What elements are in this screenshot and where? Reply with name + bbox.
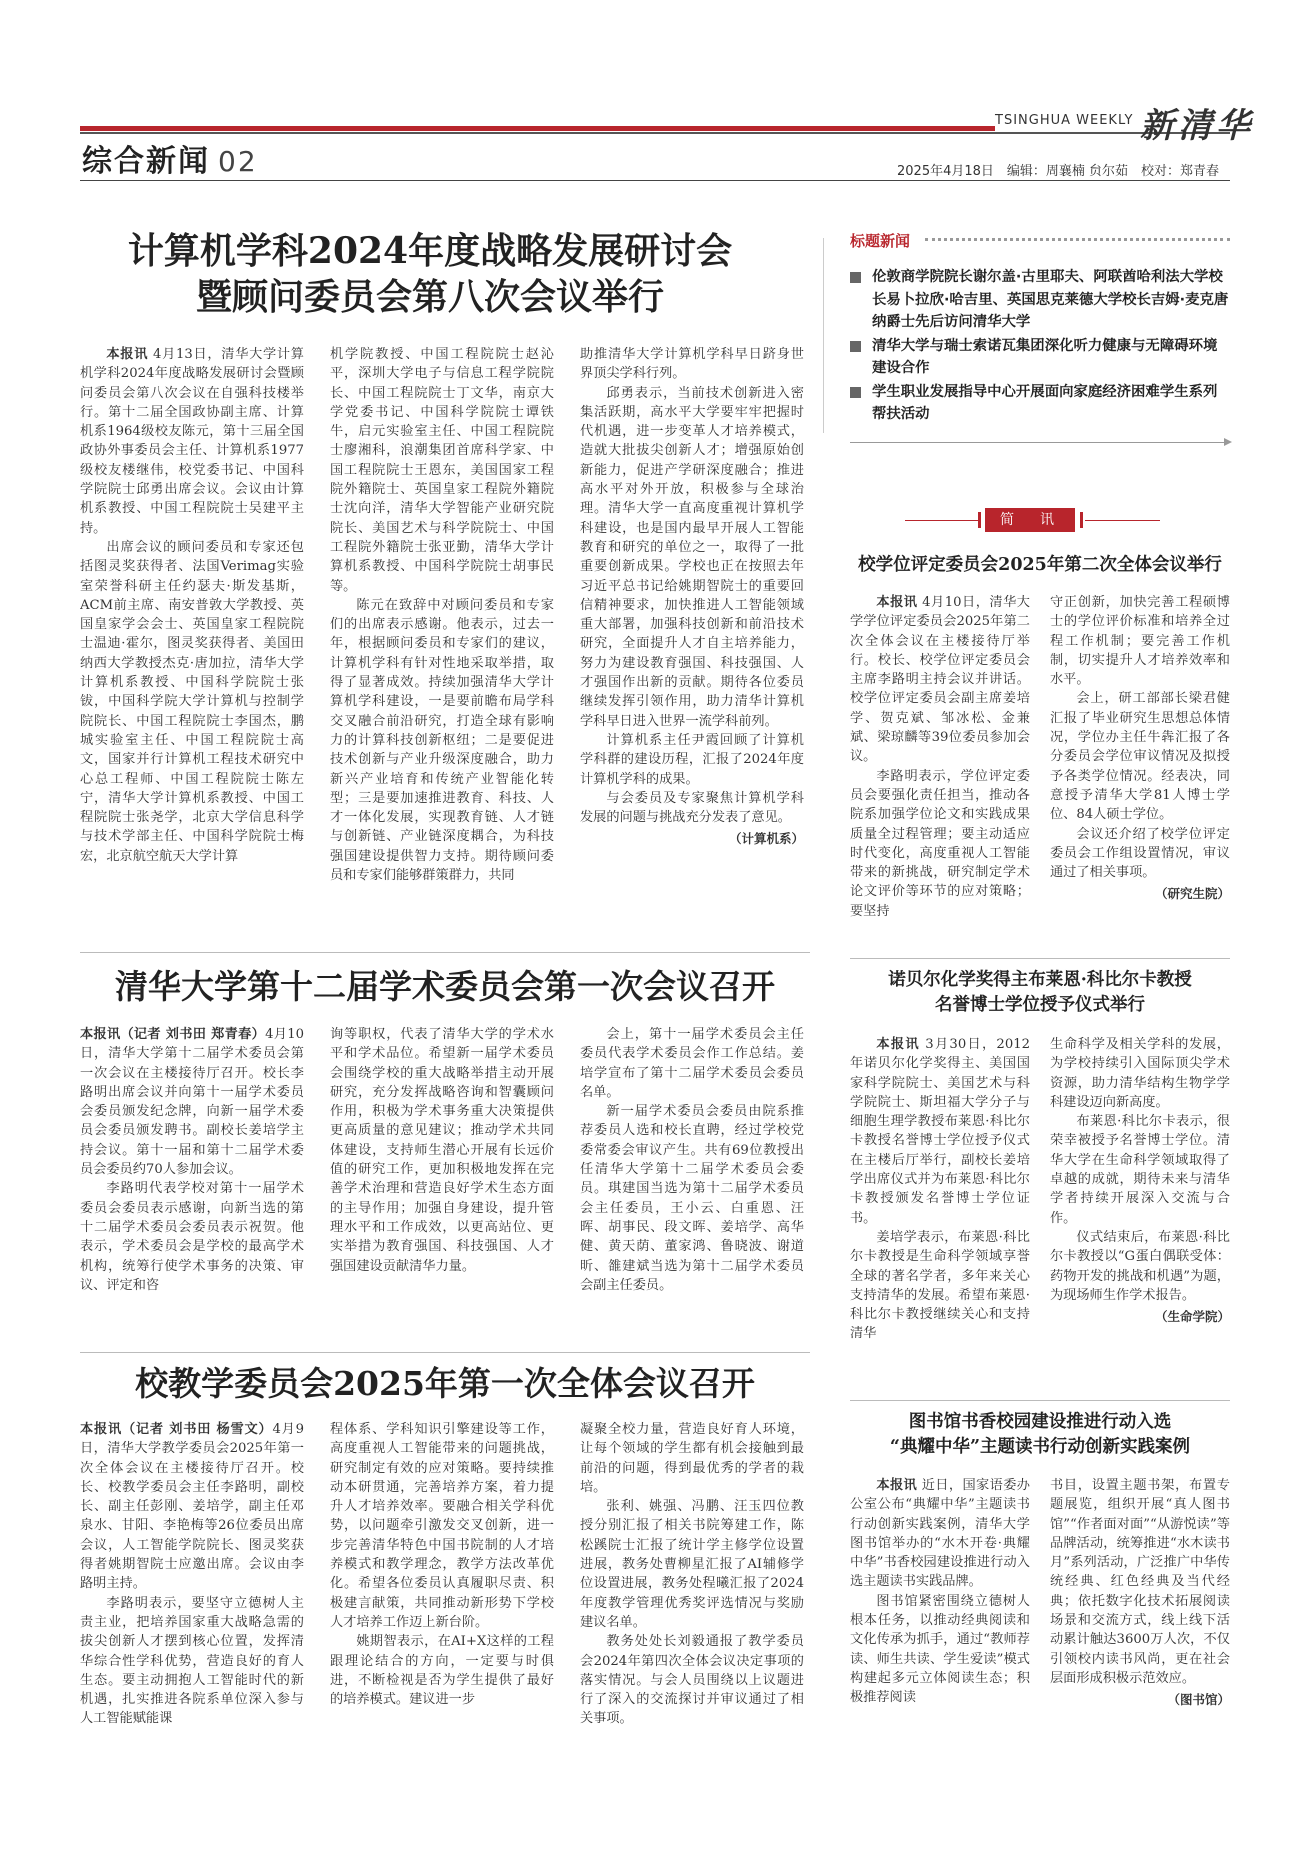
brief3-column-2: [1050, 1476, 1230, 1776]
masthead-logo: 新清华: [1140, 106, 1254, 146]
headline-news-arrow-rule: [850, 442, 1230, 443]
brief2-paragraph: 3月30日，2012年诺贝尔化学奖得主、美国国家科学院院士、美国艺术与科学院院士、斯坦福大学分子与细胞生理学教授布莱恩·科比尔卡教授名誉博士学位授予仪式在主楼后厅举行，副校长姜培学出席仪式并为布莱恩·科比尔卡教授颁发名誉博士学位证书。: [850, 1037, 1030, 1226]
brief3-column-1: [850, 1476, 1030, 1776]
brief1-column-2: [1050, 593, 1230, 951]
article3-headline: 校教学委员会2025年第一次全体会议召开: [135, 1364, 755, 1403]
brief2-paragraph: 布莱恩·科比尔卡表示，很荣幸被授予名誉博士学位。清华大学在生命科学领域取得了卓越的成就，期待未来与清华学者持续开展深入交流与合作。: [1050, 1114, 1230, 1226]
article1-byline: （计算机系）: [728, 831, 804, 847]
article2-column-1: [80, 1025, 304, 1345]
briefs-tick-right: [1080, 512, 1083, 528]
article1-paragraph: 与会委员及专家聚焦计算机学科发展的问题与挑战充分发表了意见。: [580, 790, 804, 826]
article3-paragraph: 凝聚全校力量，营造良好育人环境，让每个领域的学生都有机会接触到最前沿的问题，得到最优秀的学者的栽培。: [580, 1422, 804, 1495]
article1-paragraph: 出席会议的顾问委员和专家还包括图灵奖获得者、法国Verimag实验室荣誉科研主任约瑟夫·斯发基斯，ACM前主席、南安普敦大学教授、英国皇家学会会士、英国皇家工程院院士温迪·霍尔，图灵奖获得者、美国田纳西大学教授杰克·唐加拉，清华大学计算机系教授、中国科学院院士张钹，中国科学院大学计算机与控制学院院长、中国工程院院士李国杰，鹏城实验室主任、中国工程院院士高文，国家并行计算机工程技术研究中心总工程师、中国工程院院士陈左宁，清华大学计算机系教授、中国工程院院士张尧学，北京大学信息科学与技术学部主任、中国科学院院士梅宏，北京航空航天大学计算: [80, 539, 304, 864]
date-editor-line: 2025年4月18日 编辑：周襄楠 贠尔茹 校对：郑青春: [897, 164, 1220, 179]
article2-paragraph: 询等职权，代表了清华大学的学术水平和学术品位。希望新一届学术委员会围绕学校的重大战略举措主动开展研究，充分发挥战略咨询和智囊顾问作用，积极为学术事务重大决策提供更高质量的意见建议；推动学术共同体建设，支持师生潜心开展有长远价值的研究工作，更加积极地发挥在完善学术治理和营造良好学术生态方面的主导作用；加强自身建设，提升管理水平和工作成效，以更高站位、更实举措为教育强国、科技强国、人才强国建设贡献清华力量。: [330, 1027, 554, 1274]
brief3-lead: 本报讯: [876, 1478, 918, 1493]
separator: [80, 1352, 810, 1353]
brief3-headline: [850, 1410, 1230, 1460]
article1-paragraph: 计算机系主任尹霞回顾了计算机学科群的建设历程，汇报了2024年度计算机学科的成果。: [580, 732, 804, 787]
square-bullet-icon: [850, 387, 861, 398]
article1-headline-line2: 暨顾问委员会第八次会议举行: [195, 276, 664, 318]
brief2-paragraph: 生命科学及相关学科的发展，为学校持续引入国际顶尖学术资源，助力清华结构生物学学科建设迈向新高度。: [1050, 1037, 1230, 1110]
article2-paragraph: 新一届学术委员会委员由院系推荐委员人选和校长直聘，经过学校党委常委会审议产生。共有69位教授出任清华大学第十二届学术委员会委员。琪建国当选为第十二届学术委员会主任委员，王小云、白重恩、汪晖、胡事民、段文晖、姜培学、高华健、黄天荫、董家鸿、鲁晓波、谢道昕、雒建斌当选为第十二届学术委员会副主任委员。: [580, 1104, 804, 1293]
brief2-headline-line1: 诺贝尔化学奖得主布莱恩·科比尔卡教授: [888, 970, 1192, 990]
square-bullet-icon: [850, 272, 861, 283]
article3-reporter: （记者 刘书田 杨雪文）: [121, 1422, 273, 1437]
article3-paragraph: 李路明表示，要坚守立德树人主责主业，把培养国家重大战略急需的拔尖创新人才摆到核心位置，发挥清华综合性学科优势，营造良好的育人生态。要主动拥抱人工智能时代的新机遇，扎实推进各院系单位深入参与人工智能赋能课: [80, 1595, 304, 1727]
briefs-label: 简 讯: [985, 508, 1075, 532]
brief1-paragraph: 会上，研工部部长梁君健汇报了毕业研究生思想总体情况，学位办主任牛犇汇报了各分委员会学位审议情况及拟授予各类学位情况。经表决，同意授予清华大学81人博士学位、84人硕士学位。: [1050, 691, 1230, 823]
brief3-byline: （图书馆）: [1167, 1692, 1230, 1708]
article3-column-1: [80, 1420, 304, 1750]
article3-column-2: [330, 1420, 554, 1750]
headline-news-text: 伦敦商学院院长谢尔盖·古里耶夫、阿联酋哈利法大学校长易卜拉欣·哈吉里、英国思克莱德大学校长吉姆·麦克唐纳爵士先后访问清华大学: [872, 269, 1229, 330]
article2-paragraph: 4月10日，清华大学第十二届学术委员会第一次会议在主楼接待厅召开。校长李路明出席会议并向第十一届学术委员会委员颁发纪念牌，向新一届学术委员会委员颁发聘书。副校长姜培学主持会议。第十一届和第十二届学术委员会委员约70人参加会议。: [80, 1027, 304, 1178]
brief2-column-2: [1050, 1035, 1230, 1410]
brief3-paragraph: 近日，国家语委办公室公布“典耀中华”主题读书行动创新实践案例，清华大学图书馆举办的“水木开卷·典耀中华”书香校园建设推进行动入选主题读书实践品牌。: [850, 1478, 1030, 1590]
article2-reporter: （记者 刘书田 郑青春）: [120, 1027, 266, 1042]
headline-news-dotted-rule: [925, 238, 1230, 241]
brief1-headline: 校学位评定委员会2025年第二次全体会议举行: [858, 555, 1222, 575]
brief2-paragraph: 仪式结束后，布莱恩·科比尔卡教授以“G蛋白偶联受体：药物开发的挑战和机遇”为题，为现场师生作学术报告。: [1050, 1229, 1230, 1303]
brief1-byline: （研究生院）: [1154, 886, 1230, 902]
separator: [850, 1400, 1230, 1401]
brief1-paragraph: 李路明表示，学位评定委员会要强化责任担当，推动各院系加强学位论文和实践成果质量全过程管理；要主动适应时代变化，高度重视人工智能带来的新挑战，研究制定学术论文评价等环节的应对策略；要坚持: [850, 768, 1030, 919]
article3-column-3: [580, 1420, 804, 1750]
separator: [850, 958, 1230, 959]
article1-lead: 本报讯: [106, 347, 149, 362]
masthead-gray-rule: [80, 132, 1230, 134]
masthead-red-rule: [80, 126, 995, 131]
brief2-headline-line2: 名誉博士学位授予仪式举行: [935, 995, 1145, 1015]
headline-news-text: 学生职业发展指导中心开展面向家庭经济困难学生系列帮扶活动: [872, 383, 1218, 422]
article1-column-2: [330, 345, 554, 937]
brief1-paragraph: 会议还介绍了校学位评定委员会工作组设置情况，审议通过了相关事项。: [1050, 826, 1230, 881]
brief2-byline: （生命学院）: [1154, 1309, 1230, 1325]
article1-paragraph: 机学院教授、中国工程院院士赵沁平，深圳大学电子与信息工程学院院长、中国工程院院士丁文华，南京大学党委书记、中国科学院院士谭铁牛，启元实验室主任、中国工程院院士廖湘科，浪潮集团首席科学家、中国工程院院士王恩东，美国国家工程院外籍院士、英国皇家工程院外籍院士沈向洋，清华大学智能产业研究院院长、美国艺术与科学院院士、中国工程院外籍院士张亚勤，清华大学计算机系教授、中国科学院院士胡事民等。: [330, 347, 554, 594]
brief1-paragraph: 4月10日，清华大学学位评定委员会2025年第二次全体会议在主楼接待厅举行。校长、校学位评定委员会主席李路明主持会议并讲话。校学位评定委员会副主席姜培学、贺克斌、邹冰松、金兼斌、梁琼麟等39位委员参加会议。: [850, 595, 1030, 765]
headline-news-divider: [823, 238, 824, 433]
article3-lead: 本报讯: [80, 1422, 122, 1437]
headline-news-text: 清华大学与瑞士索诺瓦集团深化听力健康与无障碍环境建设合作: [872, 337, 1218, 376]
article1-paragraph: 邱勇表示，当前技术创新进入密集活跃期，高水平大学要牢牢把握时代机遇，进一步变革人才培养模式，造就大批拔尖创新人才；增强原始创新能力，促进产学研深度融合；推进高水平对外开放，积极参与全球治理。清华大学一直高度重视计算机学科建设，也是国内最早开展人工智能教育和研究的单位之一，取得了一批重要创新成果。学校也正在按照去年习近平总书记给姚期智院士的重要回信精神要求，加快推进人工智能领域重大部署，加强科技创新和前沿技术研究，全面提升人才自主培养能力，努力为建设教育强国、科技强国、人才强国作出新的贡献。期待各位委员继续发挥引领作用，助力清华计算机学科早日进入世界一流学科前列。: [580, 385, 804, 729]
article1-headline-line1: 计算机学科2024年度战略发展研讨会: [127, 230, 733, 272]
article2-lead: 本报讯: [80, 1027, 121, 1042]
brief3-headline-line1: 图书馆书香校园建设推进行动入选: [908, 1412, 1172, 1432]
brief3-headline-line2: “典耀中华”主题读书行动创新实践案例: [889, 1437, 1191, 1457]
masthead-weekly: TSINGHUA WEEKLY: [995, 113, 1134, 128]
brief2-column-1: [850, 1035, 1030, 1410]
article1-column-3: [580, 345, 804, 945]
briefs-rule-left: [905, 520, 980, 521]
headline-news-item[interactable]: [850, 335, 1230, 380]
article2-column-3: [580, 1025, 804, 1345]
section-title: [82, 136, 258, 180]
brief1-lead: 本报讯: [876, 595, 918, 610]
headline-news-item[interactable]: [850, 381, 1230, 426]
section-name: 综合新闻: [82, 144, 210, 179]
briefs-tick-left: [978, 512, 981, 528]
article2-headline: 清华大学第十二届学术委员会第一次会议召开: [115, 967, 775, 1006]
article2-paragraph: 会上，第十一届学术委员会主任委员代表学术委员会作工作总结。姜培学宣布了第十二届学术委员会委员名单。: [580, 1027, 804, 1100]
article1-column-1: [80, 345, 304, 937]
brief1-paragraph: 守正创新，加快完善工程硕博士的学位评价标准和培养全过程工作机制；要完善工作机制，切实提升人才培养效率和水平。: [1050, 595, 1230, 688]
briefs-rule-right: [1085, 520, 1160, 521]
headline-news-list: [850, 266, 1230, 427]
article3-paragraph: 4月9日，清华大学教学委员会2025年第一次全体会议在主楼接待厅召开。校长、校教学委员会主任李路明，副校长、副主任彭刚、姜培学，副主任邓泉水、甘阳、李艳梅等26位委员出席会议，人工智能学院院长、图灵奖获得者姚期智院士应邀出席。会议由李路明主持。: [80, 1422, 304, 1592]
article1-headline: [80, 228, 780, 320]
article3-paragraph: 张利、姚强、冯鹏、汪玉四位教授分别汇报了相关书院筹建工作，陈松蹊院士汇报了统计学主修学位设置进展，教务处曹柳星汇报了AI辅修学位设置进展，教务处程曦汇报了2024年度教学管理优秀奖评选情况与奖励建议名单。: [580, 1499, 804, 1630]
article1-paragraph: 助推清华大学计算机学科早日跻身世界顶尖学科行列。: [580, 347, 804, 382]
article3-paragraph: 教务处处长刘毅通报了教学委员会2024年第四次全体会议决定事项的落实情况。与会人员围绕以上议题进行了深入的交流探讨并审议通过了相关事项。: [580, 1634, 804, 1727]
article2-column-2: [330, 1025, 554, 1345]
brief2-paragraph: 姜培学表示，布莱恩·科比尔卡教授是生命科学领域享誉全球的著名学者，多年来关心支持清华的发展。希望布莱恩·科比尔卡教授继续关心和支持清华: [850, 1229, 1030, 1342]
brief2-headline: [850, 968, 1230, 1018]
article1-paragraph: 4月13日，清华大学计算机学科2024年度战略发展研讨会暨顾问委员会第八次会议在自强科技楼举行。第十二届全国政协副主席、计算机系1964级校友陈元，第十三届全国政协外事委员会主任、计算机系1977级校友楼继伟，校党委书记、中国科学院院士邱勇出席会议。会议由计算机系教授、中国工程院院士吴建平主持。: [80, 347, 304, 536]
headline-news-item[interactable]: [850, 266, 1230, 334]
brief3-paragraph: 书目，设置主题书架，布置专题展览，组织开展“真人图书馆”“作者面对面”“从游悦读”等品牌活动，统筹推进“水木读书月”系列活动，广泛推广中华传统经典、红色经典及当代经典；依托数字化技术拓展阅读场景和交流方式，线上线下活动累计触达3600万人次，不仅引领校内读书风尚，更在社会层面形成积极示范效应。: [1050, 1478, 1230, 1686]
brief3-paragraph: 图书馆紧密围绕立德树人根本任务，以推动经典阅读和文化传承为抓手，通过“教师荐读、师生共读、学生爱读”模式构建起多元立体阅读生态；积极推荐阅读: [850, 1593, 1030, 1706]
masthead-underline: [80, 180, 1230, 181]
article2-paragraph: 李路明代表学校对第十一届学术委员会委员表示感谢，向新当选的第十二届学术委员会委员表示祝贺。他表示，学术委员会是学校的最高学术机构，统筹行使学术事务的决策、审议、评定和咨: [80, 1181, 304, 1293]
separator: [80, 952, 810, 953]
article1-paragraph: 陈元在致辞中对顾问委员和专家们的出席表示感谢。他表示，过去一年，根据顾问委员和专家们的建议，计算机学科有针对性地采取举措，取得了显著成效。持续加强清华大学计算机学科建设，一是要前瞻布局学科交叉融合前沿研究，打造全球有影响力的计算科技创新枢纽；二是要促进技术创新与产业升级深度融合，助力新兴产业培育和传统产业智能化转型；三是要加速推进教育、科技、人才一体化发展，实现教育链、人才链与创新链、产业链深度耦合，为科技强国建设提供智力支持。期待顾问委员和专家们能够群策群力，共同: [330, 597, 554, 884]
brief1-column-1: [850, 593, 1030, 951]
square-bullet-icon: [850, 341, 861, 352]
headline-news-label: 标题新闻: [850, 232, 911, 250]
page-number: 02: [218, 145, 258, 178]
article3-paragraph: 程体系、学科知识引擎建设等工作，高度重视人工智能带来的问题挑战，研究制定有效的应对策略。要持续推动本研贯通，完善培养方案，着力提升人才培养效率。要融合相关学科优势，以问题牵引激发交叉创新，进一步完善清华特色中国书院制的人才培养模式和教学理念，教学方法改革优化。希望各位委员认真履职尽责、积极建言献策，共同推动新形势下学校人才培养工作迈上新台阶。: [330, 1422, 554, 1630]
article3-paragraph: 姚期智表示，在AI+X这样的工程跟理论结合的方向，一定要与时俱进，不断检视是否为学生提供了最好的培养模式。建议进一步: [330, 1634, 554, 1708]
brief2-lead: 本报讯: [876, 1037, 920, 1052]
